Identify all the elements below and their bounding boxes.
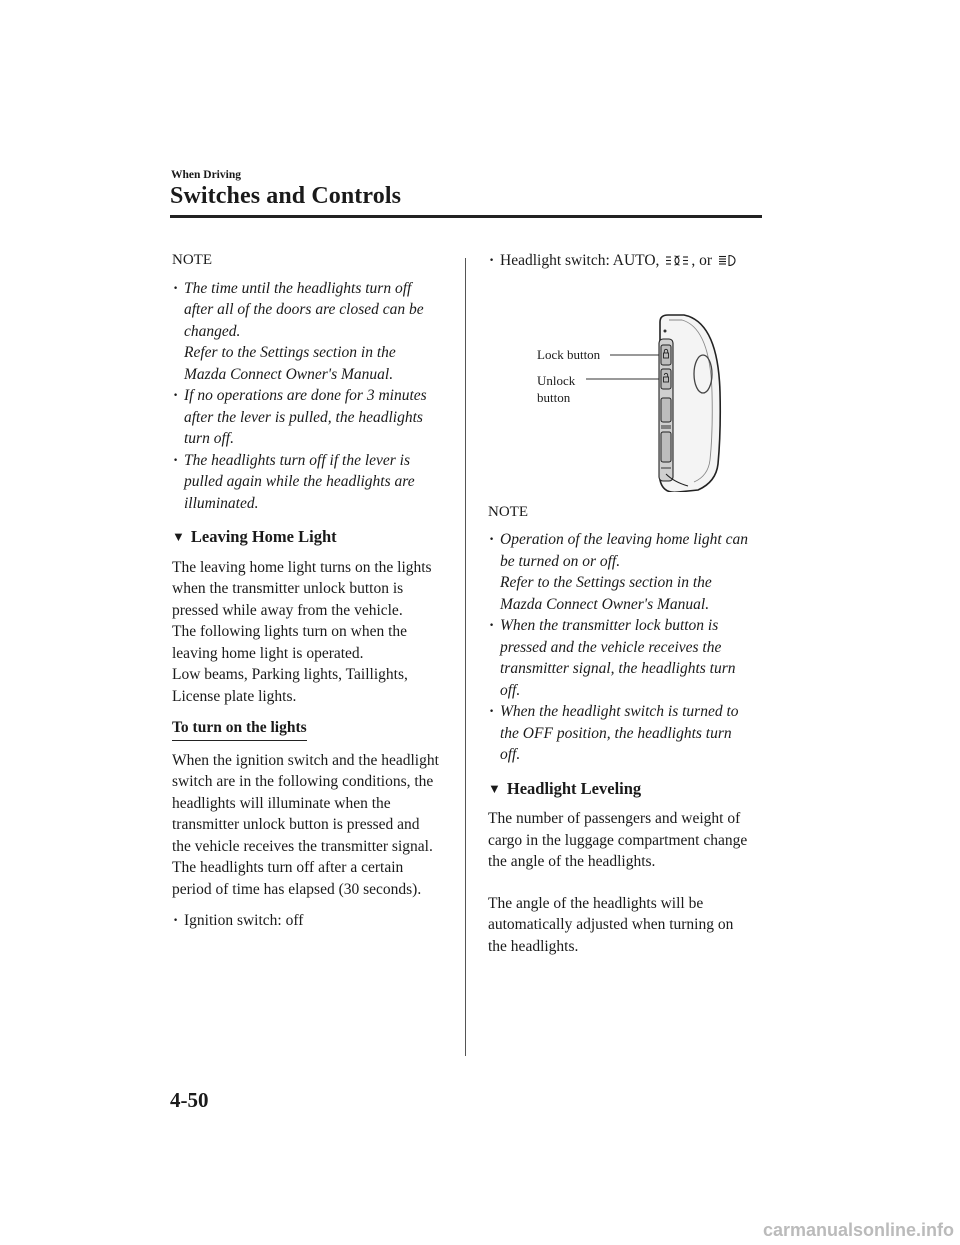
headlight-leveling-heading [488, 778, 778, 801]
note-label: NOTE [172, 252, 212, 268]
parking-light-icon [665, 252, 689, 274]
triangle-down-icon: ▼ [172, 529, 185, 544]
heading-text: Headlight Leveling [506, 778, 642, 798]
condition-item: · Ignition switch: off [172, 910, 462, 932]
condition-list [488, 250, 778, 274]
section-label: When Driving [171, 169, 241, 181]
unlock-button-label-line2: button [537, 389, 571, 405]
note-item: · When the transmitter lock button is pressed and the vehicle receives the transmitter signal, the headlights turn off. [488, 615, 778, 701]
unlock-button-label: Unlock [537, 372, 576, 388]
turn-on-heading: To turn on the lights [172, 717, 307, 741]
column-divider [465, 258, 466, 1056]
page-number: 4-50 [170, 1088, 209, 1112]
note-label: NOTE [488, 503, 528, 520]
condition-list [172, 910, 462, 932]
condition-item: · Headlight switch: AUTO, , or [488, 250, 778, 274]
note-item: · If no operations are done for 3 minutes after the lever is pulled, the headlights turn off. [172, 385, 462, 450]
right-column [488, 250, 778, 965]
note-item: · The headlights turn off if the lever is pulled again while the headlights are illuminated. [172, 450, 462, 515]
lock-button-label: Lock button [537, 346, 601, 362]
leaving-home-light-body: The leaving home light turns on the lights when the transmitter unlock button is pressed while away from the vehicle. The following lights turn on when the leaving home light is operated. Low beams, Parking lights, Taillights, License plate lights. [172, 558, 432, 705]
note-item: · The time until the headlights turn off after all of the doors are closed can be changed. Refer to the Settings section in the Mazda Connect Owner's Manual. [172, 278, 462, 386]
leveling-body-2: The angle of the headlights will be automatically adjusted when turning on the headlights. [488, 894, 734, 955]
key-fob-illustration [488, 282, 778, 492]
key-fob-figure [488, 282, 778, 492]
note-item: · Operation of the leaving home light can be turned on or off. Refer to the Settings section in the Mazda Connect Owner's Manual. [488, 529, 778, 615]
turn-on-body: When the ignition switch and the headlight switch are in the following conditions, the headlights will illuminate when the transmitter unlock button is pressed and the vehicle receives the transmitter signal. The headlights turn off after a certain period of time has elapsed (30 seconds). [172, 751, 439, 898]
leveling-body-1: The number of passengers and weight of cargo in the luggage compartment change the angle of the headlights. [488, 810, 748, 870]
left-column [172, 250, 462, 934]
header-rule [170, 215, 762, 218]
triangle-down-icon: ▼ [488, 780, 501, 796]
note-list [488, 529, 778, 766]
heading-text: Leaving Home Light [190, 527, 337, 546]
watermark: carmanualsonline.info [762, 1220, 954, 1240]
note-list [172, 278, 462, 515]
headlight-icon [718, 252, 738, 274]
note-item: · When the headlight switch is turned to the OFF position, the headlights turn off. [488, 701, 778, 766]
page-title: Switches and Controls [170, 183, 402, 209]
leaving-home-light-heading [172, 526, 462, 549]
